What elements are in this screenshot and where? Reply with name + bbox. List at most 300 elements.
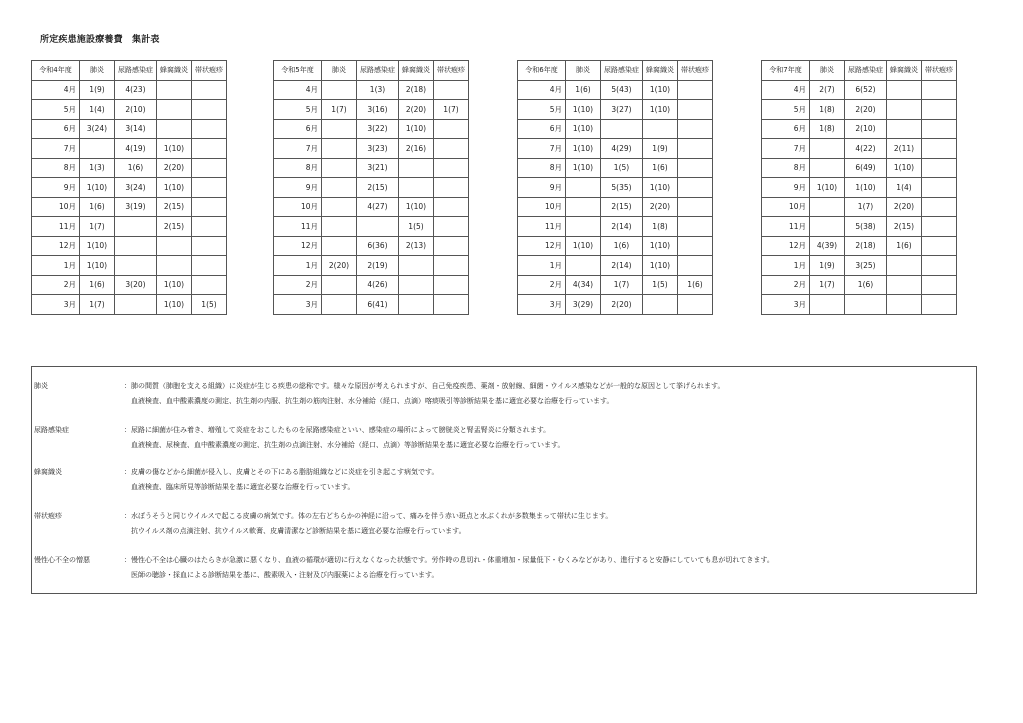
note-line: ：水ぼうそうと同じウイルスで起こる皮膚の病気です。体の左右どちらかの神経に沿って、痛みを伴う赤い斑点と水ぶくれが多数集まって帯状に生じます。 (124, 512, 613, 520)
month-cell: 6月 (518, 119, 566, 139)
count-cell (643, 295, 678, 315)
count-cell (157, 80, 192, 100)
table-row (32, 139, 227, 159)
month-cell: 6月 (32, 119, 80, 139)
note-line: ：尿路に細菌が住み着き、増殖して炎症をおこしたものを尿路感染症といい、感染症の場所によって膀胱炎と腎盂腎炎に分類されます。 (124, 426, 551, 434)
year-label: 令和4年度 (32, 61, 80, 81)
count-cell (399, 178, 434, 198)
table-row (762, 178, 957, 198)
count-cell (434, 139, 469, 159)
month-cell: 11月 (32, 217, 80, 237)
column-header: 蜂窩織炎 (157, 61, 192, 81)
count-cell: 1(5) (643, 275, 678, 295)
month-cell: 2月 (518, 275, 566, 295)
count-cell (115, 217, 157, 237)
count-cell (80, 139, 115, 159)
count-cell: 4(27) (357, 197, 399, 217)
month-cell: 9月 (518, 178, 566, 198)
table-row (274, 217, 469, 237)
count-cell: 1(6) (601, 236, 643, 256)
table-row (32, 236, 227, 256)
table-row (762, 100, 957, 120)
count-cell: 1(7) (322, 100, 357, 120)
month-cell: 8月 (518, 158, 566, 178)
count-cell (399, 256, 434, 276)
summary-tables (31, 60, 981, 320)
count-cell (922, 217, 957, 237)
count-cell: 1(5) (601, 158, 643, 178)
month-cell: 10月 (518, 197, 566, 217)
count-cell: 2(15) (157, 217, 192, 237)
count-cell: 1(10) (157, 139, 192, 159)
month-cell: 5月 (32, 100, 80, 120)
month-cell: 10月 (32, 197, 80, 217)
month-cell: 8月 (32, 158, 80, 178)
table-row (762, 217, 957, 237)
count-cell (115, 236, 157, 256)
month-cell: 7月 (274, 139, 322, 159)
count-cell (922, 178, 957, 198)
count-cell: 1(10) (566, 158, 601, 178)
table-header-row (32, 61, 227, 81)
count-cell: 1(7) (434, 100, 469, 120)
month-cell: 10月 (274, 197, 322, 217)
count-cell (192, 139, 227, 159)
column-header: 帯状疱疹 (678, 61, 713, 81)
month-cell: 12月 (274, 236, 322, 256)
column-header: 帯状疱疹 (434, 61, 469, 81)
count-cell: 4(22) (845, 139, 887, 159)
count-cell (922, 295, 957, 315)
count-cell (566, 178, 601, 198)
month-cell: 4月 (762, 80, 810, 100)
table-row (274, 197, 469, 217)
count-cell (399, 158, 434, 178)
table-row (762, 295, 957, 315)
count-cell (434, 275, 469, 295)
table-row (32, 119, 227, 139)
count-cell: 1(8) (810, 119, 845, 139)
count-cell: 1(8) (643, 217, 678, 237)
count-cell (434, 197, 469, 217)
count-cell: 2(14) (601, 256, 643, 276)
count-cell (678, 100, 713, 120)
table-row (518, 217, 713, 237)
count-cell (887, 100, 922, 120)
count-cell (601, 119, 643, 139)
count-cell: 2(7) (810, 80, 845, 100)
count-cell: 1(7) (810, 275, 845, 295)
count-cell: 1(10) (643, 256, 678, 276)
table-row (274, 256, 469, 276)
count-cell (157, 236, 192, 256)
count-cell: 1(4) (887, 178, 922, 198)
count-cell: 1(10) (566, 139, 601, 159)
count-cell: 2(15) (157, 197, 192, 217)
count-cell (678, 139, 713, 159)
count-cell: 1(9) (643, 139, 678, 159)
year-table-r4 (31, 60, 227, 315)
count-cell: 3(19) (115, 197, 157, 217)
count-cell: 3(20) (115, 275, 157, 295)
count-cell: 2(11) (887, 139, 922, 159)
table-row (32, 275, 227, 295)
month-cell: 1月 (518, 256, 566, 276)
month-cell: 9月 (274, 178, 322, 198)
note-term: 肺炎 (34, 382, 48, 390)
count-cell: 2(18) (399, 80, 434, 100)
count-cell (434, 295, 469, 315)
month-cell: 8月 (762, 158, 810, 178)
month-cell: 8月 (274, 158, 322, 178)
count-cell (887, 256, 922, 276)
column-header: 帯状疱疹 (192, 61, 227, 81)
count-cell: 2(16) (399, 139, 434, 159)
count-cell (192, 275, 227, 295)
year-table-r5 (273, 60, 469, 315)
count-cell (678, 119, 713, 139)
table-header-row (274, 61, 469, 81)
count-cell (810, 295, 845, 315)
table-row (518, 119, 713, 139)
count-cell (678, 158, 713, 178)
note-line: ：慢性心不全は心臓のはたらきが急激に悪くなり、血液の循環が適切に行えなくなった状態です。労作時の息切れ・体重増加・尿量低下・むくみなどがあり、進行すると安静にしていても息が切れてきます。 (124, 556, 774, 564)
count-cell: 3(29) (566, 295, 601, 315)
count-cell: 3(24) (80, 119, 115, 139)
count-cell (434, 256, 469, 276)
count-cell (922, 275, 957, 295)
table-row (274, 178, 469, 198)
count-cell (643, 119, 678, 139)
month-cell: 11月 (762, 217, 810, 237)
table-row (762, 80, 957, 100)
table-row (274, 275, 469, 295)
month-cell: 3月 (518, 295, 566, 315)
count-cell (678, 295, 713, 315)
month-cell: 4月 (274, 80, 322, 100)
table-row (32, 256, 227, 276)
month-cell: 6月 (274, 119, 322, 139)
count-cell: 1(5) (192, 295, 227, 315)
count-cell (115, 295, 157, 315)
month-cell: 3月 (762, 295, 810, 315)
count-cell (192, 236, 227, 256)
count-cell (678, 178, 713, 198)
count-cell: 2(20) (887, 197, 922, 217)
count-cell (566, 217, 601, 237)
count-cell: 3(25) (845, 256, 887, 276)
column-header: 蜂窩織炎 (887, 61, 922, 81)
count-cell: 4(26) (357, 275, 399, 295)
month-cell: 5月 (274, 100, 322, 120)
count-cell: 2(14) (601, 217, 643, 237)
month-cell: 12月 (32, 236, 80, 256)
count-cell (399, 275, 434, 295)
count-cell: 1(6) (678, 275, 713, 295)
table-header-row (762, 61, 957, 81)
count-cell (678, 217, 713, 237)
count-cell (192, 256, 227, 276)
table-row (762, 139, 957, 159)
count-cell: 2(20) (157, 158, 192, 178)
column-header: 尿路感染症 (115, 61, 157, 81)
count-cell: 1(3) (357, 80, 399, 100)
count-cell (922, 139, 957, 159)
count-cell: 1(9) (810, 256, 845, 276)
table-row (518, 197, 713, 217)
count-cell (887, 275, 922, 295)
count-cell (115, 256, 157, 276)
count-cell: 1(6) (887, 236, 922, 256)
count-cell: 1(10) (643, 178, 678, 198)
count-cell: 2(19) (357, 256, 399, 276)
count-cell: 1(6) (80, 275, 115, 295)
column-header: 尿路感染症 (845, 61, 887, 81)
month-cell: 9月 (762, 178, 810, 198)
count-cell (810, 158, 845, 178)
month-cell: 11月 (518, 217, 566, 237)
count-cell: 2(20) (399, 100, 434, 120)
note-line: 血液検査、臨床所見等診断結果を基に適宜必要な治療を行っています。 (131, 482, 355, 491)
count-cell: 1(10) (80, 178, 115, 198)
count-cell (322, 119, 357, 139)
count-cell: 2(20) (845, 100, 887, 120)
table-row (274, 295, 469, 315)
month-cell: 4月 (32, 80, 80, 100)
month-cell: 5月 (762, 100, 810, 120)
count-cell: 1(10) (399, 197, 434, 217)
month-cell: 4月 (518, 80, 566, 100)
month-cell: 2月 (762, 275, 810, 295)
count-cell (434, 178, 469, 198)
table-row (518, 256, 713, 276)
count-cell: 3(21) (357, 158, 399, 178)
count-cell: 6(52) (845, 80, 887, 100)
month-cell: 6月 (762, 119, 810, 139)
table-row (32, 100, 227, 120)
count-cell: 3(23) (357, 139, 399, 159)
table-row (518, 178, 713, 198)
year-label: 令和7年度 (762, 61, 810, 81)
note-term: 蜂窩織炎 (34, 468, 62, 476)
column-header: 肺炎 (566, 61, 601, 81)
table-row (32, 295, 227, 315)
count-cell: 4(34) (566, 275, 601, 295)
count-cell (322, 236, 357, 256)
count-cell: 4(29) (601, 139, 643, 159)
count-cell (887, 80, 922, 100)
table-row (762, 119, 957, 139)
note-line: 血液検査、血中酸素濃度の測定、抗生剤の内服、抗生剤の筋肉注射、水分補給（経口、点滴）喀痰吸引等診断結果を基に適宜必要な治療を行っています。 (131, 396, 614, 405)
note-line: ：肺の間質（肺胞を支える組織）に炎症が生じる疾患の総称です。様々な原因が考えられますが、自己免疫疾患、薬剤・放射線、細菌・ウイルス感染などが一般的な原因として挙げられます。 (124, 382, 725, 390)
count-cell (157, 256, 192, 276)
table-row (32, 178, 227, 198)
count-cell (322, 178, 357, 198)
count-cell: 2(20) (601, 295, 643, 315)
count-cell: 3(24) (115, 178, 157, 198)
note-line: 抗ウイルス剤の点滴注射、抗ウイルス軟膏、皮膚清潔など診断結果を基に適宜必要な治療を行っています。 (131, 526, 466, 535)
count-cell (922, 197, 957, 217)
count-cell: 1(7) (80, 217, 115, 237)
column-header: 尿路感染症 (357, 61, 399, 81)
table-row (518, 236, 713, 256)
count-cell (434, 217, 469, 237)
table-row (274, 236, 469, 256)
note-term: 慢性心不全の憎悪 (34, 556, 90, 564)
table-row (274, 80, 469, 100)
count-cell: 3(22) (357, 119, 399, 139)
count-cell: 5(43) (601, 80, 643, 100)
count-cell (922, 119, 957, 139)
count-cell (322, 275, 357, 295)
count-cell: 4(19) (115, 139, 157, 159)
table-row (762, 256, 957, 276)
count-cell (922, 256, 957, 276)
month-cell: 9月 (32, 178, 80, 198)
count-cell (566, 256, 601, 276)
disease-notes (31, 366, 977, 594)
table-row (32, 197, 227, 217)
count-cell: 2(10) (845, 119, 887, 139)
count-cell: 2(15) (601, 197, 643, 217)
month-cell: 2月 (32, 275, 80, 295)
table-row (274, 158, 469, 178)
count-cell: 1(6) (115, 158, 157, 178)
count-cell (192, 119, 227, 139)
month-cell: 11月 (274, 217, 322, 237)
count-cell: 6(36) (357, 236, 399, 256)
column-header: 肺炎 (80, 61, 115, 81)
count-cell (192, 178, 227, 198)
count-cell: 1(8) (810, 100, 845, 120)
count-cell: 5(35) (601, 178, 643, 198)
count-cell (157, 100, 192, 120)
count-cell: 1(7) (845, 197, 887, 217)
month-cell: 5月 (518, 100, 566, 120)
count-cell: 6(41) (357, 295, 399, 315)
count-cell: 6(49) (845, 158, 887, 178)
column-header: 肺炎 (322, 61, 357, 81)
month-cell: 12月 (518, 236, 566, 256)
table-row (762, 275, 957, 295)
count-cell: 1(10) (643, 80, 678, 100)
count-cell (434, 119, 469, 139)
count-cell (192, 217, 227, 237)
count-cell (678, 256, 713, 276)
count-cell (322, 197, 357, 217)
month-cell: 7月 (518, 139, 566, 159)
count-cell: 1(9) (80, 80, 115, 100)
count-cell (887, 119, 922, 139)
year-label: 令和5年度 (274, 61, 322, 81)
count-cell: 2(20) (643, 197, 678, 217)
count-cell: 4(39) (810, 236, 845, 256)
count-cell: 1(10) (80, 256, 115, 276)
month-cell: 1月 (32, 256, 80, 276)
count-cell: 1(6) (643, 158, 678, 178)
note-line: 血液検査、尿検査、血中酸素濃度の測定、抗生剤の点滴注射、水分補給（経口、点滴）等診断結果を基に適宜必要な治療を行っています。 (131, 440, 565, 449)
count-cell: 2(13) (399, 236, 434, 256)
table-row (518, 80, 713, 100)
count-cell (434, 158, 469, 178)
note-line: 医師の聴診・採血による診断結果を基に、酸素吸入・注射及び内服薬による治療を行っています。 (131, 570, 439, 579)
month-cell: 12月 (762, 236, 810, 256)
count-cell (922, 236, 957, 256)
note-term: 尿路感染症 (34, 426, 69, 434)
count-cell (678, 236, 713, 256)
count-cell (322, 295, 357, 315)
month-cell: 2月 (274, 275, 322, 295)
count-cell: 1(10) (643, 100, 678, 120)
column-header: 帯状疱疹 (922, 61, 957, 81)
count-cell: 1(10) (845, 178, 887, 198)
table-row (32, 158, 227, 178)
count-cell: 4(23) (115, 80, 157, 100)
count-cell: 1(10) (80, 236, 115, 256)
year-table-r6 (517, 60, 713, 315)
count-cell (845, 295, 887, 315)
count-cell (192, 100, 227, 120)
count-cell: 1(6) (80, 197, 115, 217)
table-row (274, 100, 469, 120)
table-row (518, 158, 713, 178)
note-term: 帯状疱疹 (34, 512, 62, 520)
month-cell: 10月 (762, 197, 810, 217)
month-cell: 7月 (32, 139, 80, 159)
month-cell: 7月 (762, 139, 810, 159)
count-cell: 1(10) (157, 275, 192, 295)
count-cell (810, 197, 845, 217)
count-cell (192, 80, 227, 100)
count-cell (678, 80, 713, 100)
count-cell (566, 197, 601, 217)
table-row (762, 197, 957, 217)
count-cell (322, 139, 357, 159)
table-row (762, 236, 957, 256)
count-cell: 3(14) (115, 119, 157, 139)
count-cell: 1(7) (601, 275, 643, 295)
count-cell (357, 217, 399, 237)
count-cell (157, 119, 192, 139)
count-cell (399, 295, 434, 315)
count-cell (922, 158, 957, 178)
count-cell: 1(4) (80, 100, 115, 120)
count-cell (810, 217, 845, 237)
table-row (32, 80, 227, 100)
count-cell (434, 80, 469, 100)
count-cell (322, 80, 357, 100)
count-cell: 2(10) (115, 100, 157, 120)
column-header: 尿路感染症 (601, 61, 643, 81)
table-row (518, 139, 713, 159)
month-cell: 3月 (274, 295, 322, 315)
year-table-r7 (761, 60, 957, 315)
count-cell: 1(6) (845, 275, 887, 295)
table-header-row (518, 61, 713, 81)
year-label: 令和6年度 (518, 61, 566, 81)
count-cell: 1(10) (643, 236, 678, 256)
count-cell: 1(10) (566, 236, 601, 256)
count-cell: 1(10) (157, 295, 192, 315)
column-header: 蜂窩織炎 (399, 61, 434, 81)
count-cell (922, 80, 957, 100)
table-row (518, 295, 713, 315)
count-cell: 3(27) (601, 100, 643, 120)
count-cell: 2(18) (845, 236, 887, 256)
column-header: 蜂窩織炎 (643, 61, 678, 81)
count-cell: 1(3) (80, 158, 115, 178)
count-cell: 3(16) (357, 100, 399, 120)
